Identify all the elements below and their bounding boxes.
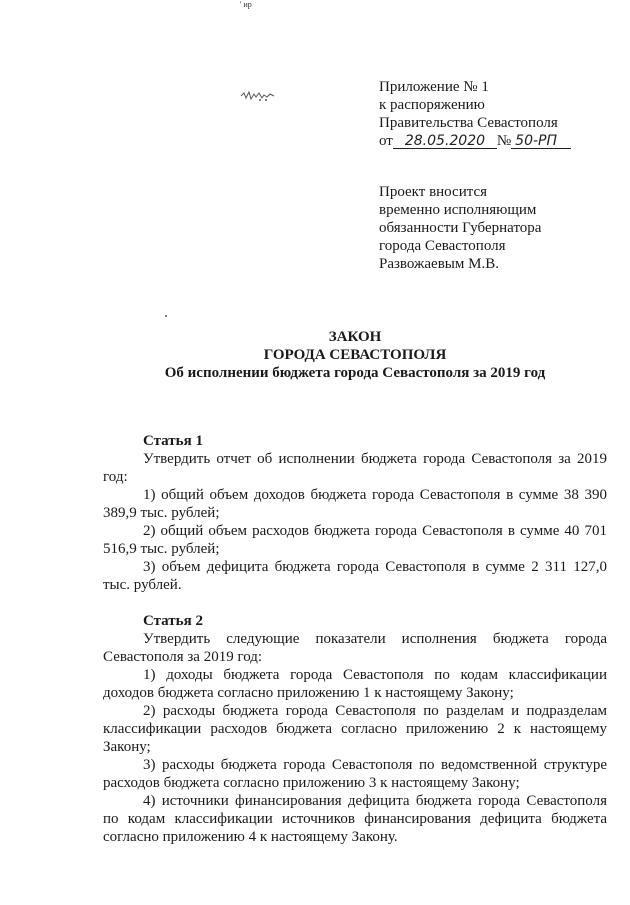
law-title-line-1: ЗАКОН: [328, 329, 382, 345]
appendix-date-number-line: [379, 132, 619, 150]
article-1-intro: Утвердить отчет об исполнении бюджета города Севастополя за 2019 год:: [103, 451, 607, 485]
project-line-1: Проект вносится: [379, 184, 488, 200]
project-line-5: Развожаевым М.В.: [379, 256, 499, 272]
registration-stamp-mark: [240, 90, 276, 104]
article-2: [103, 612, 607, 846]
number-prefix: №: [496, 133, 512, 149]
article-2-item-3: 3) расходы бюджета города Севастополя по ведомственной структуре расходов бюджета согласно приложению 3 к настоящему Закону;: [103, 757, 607, 791]
project-line-3: обязанности Губернатора: [379, 220, 542, 236]
article-1-heading: Статья 1: [143, 433, 203, 449]
law-title: [105, 328, 605, 382]
article-1-item-3: 3) объем дефицита бюджета города Севастополя в сумме 2 311 127,0 тыс. рублей.: [103, 559, 607, 593]
law-title-line-3: Об исполнении бюджета города Севастополя за 2019 год: [164, 365, 546, 381]
handwritten-date: 28.05.2020: [393, 134, 497, 149]
scan-top-marks: ' ир: [240, 0, 252, 9]
appendix-block: [379, 78, 619, 150]
article-1: [103, 432, 607, 594]
appendix-line-2: к распоряжению: [379, 97, 485, 113]
article-2-intro: Утвердить следующие показатели исполнения бюджета города Севастополя за 2019 год:: [103, 631, 607, 665]
article-2-heading: Статья 2: [143, 613, 203, 629]
article-1-item-1: 1) общий объем доходов бюджета города Севастополя в сумме 38 390 389,9 тыс. рублей;: [103, 487, 607, 521]
appendix-line-3: Правительства Севастополя: [379, 115, 558, 131]
project-line-2: временно исполняющим: [379, 202, 537, 218]
law-title-line-2: ГОРОДА СЕВАСТОПОЛЯ: [263, 347, 447, 363]
article-2-item-2: 2) расходы бюджета города Севастополя по разделам и подразделам классификации расходов бюджета согласно приложению 2 к настоящему Закону;: [103, 703, 607, 755]
project-line-4: города Севастополя: [379, 238, 506, 254]
handwritten-number: 50-РП: [511, 134, 571, 149]
article-2-item-4: 4) источники финансирования дефицита бюджета города Севастополя по кодам классификации источников финансирования дефицита бюджета согласно приложению 4 к настоящему Закону.: [103, 793, 607, 845]
article-1-item-2: 2) общий объем расходов бюджета города Севастополя в сумме 40 701 516,9 тыс. рублей;: [103, 523, 607, 557]
stamp-scribble-icon: [240, 90, 276, 102]
article-2-item-1: 1) доходы бюджета города Севастополя по кодам классификации доходов бюджета согласно приложению 1 к настоящему Закону;: [103, 667, 607, 701]
project-note: [379, 183, 619, 273]
appendix-line-1: Приложение № 1: [379, 79, 489, 95]
scan-speck: [165, 315, 167, 317]
from-prefix: от: [379, 133, 393, 149]
